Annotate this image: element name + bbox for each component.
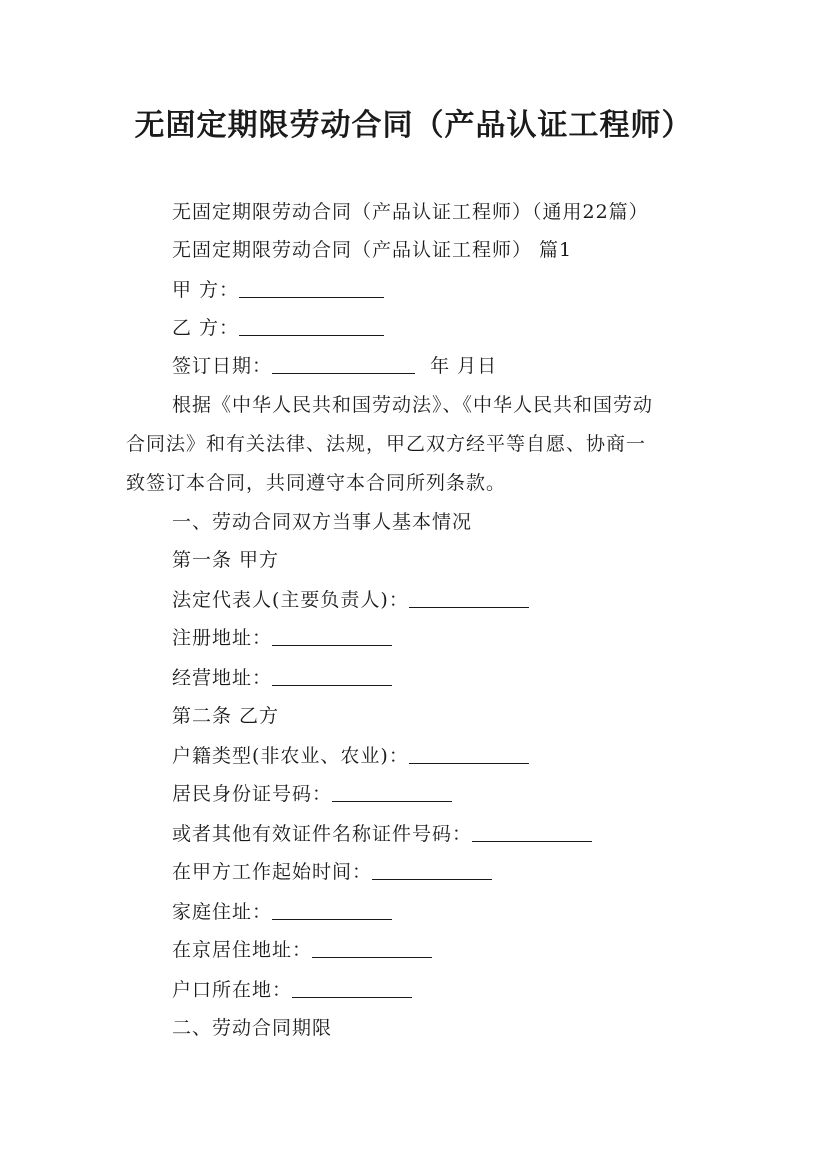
legal-rep-blank <box>409 589 529 608</box>
id-number-blank <box>332 783 452 802</box>
reg-address-label: 注册地址： <box>172 627 273 649</box>
biz-address-label: 经营地址： <box>172 667 273 689</box>
section-title: 无固定期限劳动合同（产品认证工程师） 篇1 <box>172 239 573 261</box>
other-id-blank <box>472 823 592 842</box>
beijing-address-blank <box>312 939 432 958</box>
beijing-address-line <box>172 938 432 962</box>
reg-address-line <box>172 626 392 650</box>
party-a-blank <box>239 279 384 298</box>
household-type-line <box>172 744 529 768</box>
start-time-blank <box>372 861 492 880</box>
id-number-line <box>172 782 452 806</box>
home-address-label: 家庭住址： <box>172 901 273 923</box>
legal-rep-line <box>172 588 529 612</box>
party-b-label: 乙 方： <box>172 317 240 339</box>
hukou-line <box>172 978 412 1002</box>
party-b-blank <box>239 317 384 336</box>
id-number-label: 居民身份证号码： <box>172 783 333 805</box>
article-one: 第一条 甲方 <box>172 549 280 571</box>
sign-date-line <box>172 354 497 378</box>
document-title: 无固定期限劳动合同（产品认证工程师） <box>134 108 693 143</box>
home-address-blank <box>272 901 392 920</box>
household-type-label: 户籍类型(非农业、农业)： <box>172 745 409 767</box>
intro-line: 根据《中华人民共和国劳动法》、《中华人民共和国劳动 <box>172 394 654 416</box>
article-two: 第二条 乙方 <box>172 705 280 727</box>
sign-date-label: 签订日期： <box>172 355 273 377</box>
intro-line: 合同法》和有关法律、法规，甲乙双方经平等自愿、协商一 <box>126 433 647 455</box>
household-type-blank <box>409 745 529 764</box>
heading-contract-term: 二、劳动合同期限 <box>172 1017 333 1039</box>
party-a-line <box>172 278 384 302</box>
intro-line: 致签订本合同，共同遵守本合同所列条款。 <box>126 472 507 494</box>
biz-address-line <box>172 666 392 690</box>
intro-paragraph <box>126 386 716 503</box>
legal-rep-label: 法定代表人(主要负责人)： <box>172 589 409 611</box>
home-address-line <box>172 900 392 924</box>
biz-address-blank <box>272 667 392 686</box>
document-subtitle: 无固定期限劳动合同（产品认证工程师）（通用22篇） <box>172 201 649 223</box>
party-b-line <box>172 316 384 340</box>
other-id-line <box>172 822 592 846</box>
start-time-label: 在甲方工作起始时间： <box>172 861 373 883</box>
sign-date-suffix: 年 月日 <box>430 355 498 377</box>
start-time-line <box>172 860 492 884</box>
beijing-address-label: 在京居住地址： <box>172 939 313 961</box>
hukou-blank <box>292 979 412 998</box>
other-id-label: 或者其他有效证件名称证件号码： <box>172 823 473 845</box>
party-a-label: 甲 方： <box>172 279 240 301</box>
sign-date-blank <box>272 355 415 374</box>
hukou-label: 户口所在地： <box>172 979 293 1001</box>
reg-address-blank <box>272 627 392 646</box>
heading-basic-info: 一、劳动合同双方当事人基本情况 <box>172 511 473 533</box>
